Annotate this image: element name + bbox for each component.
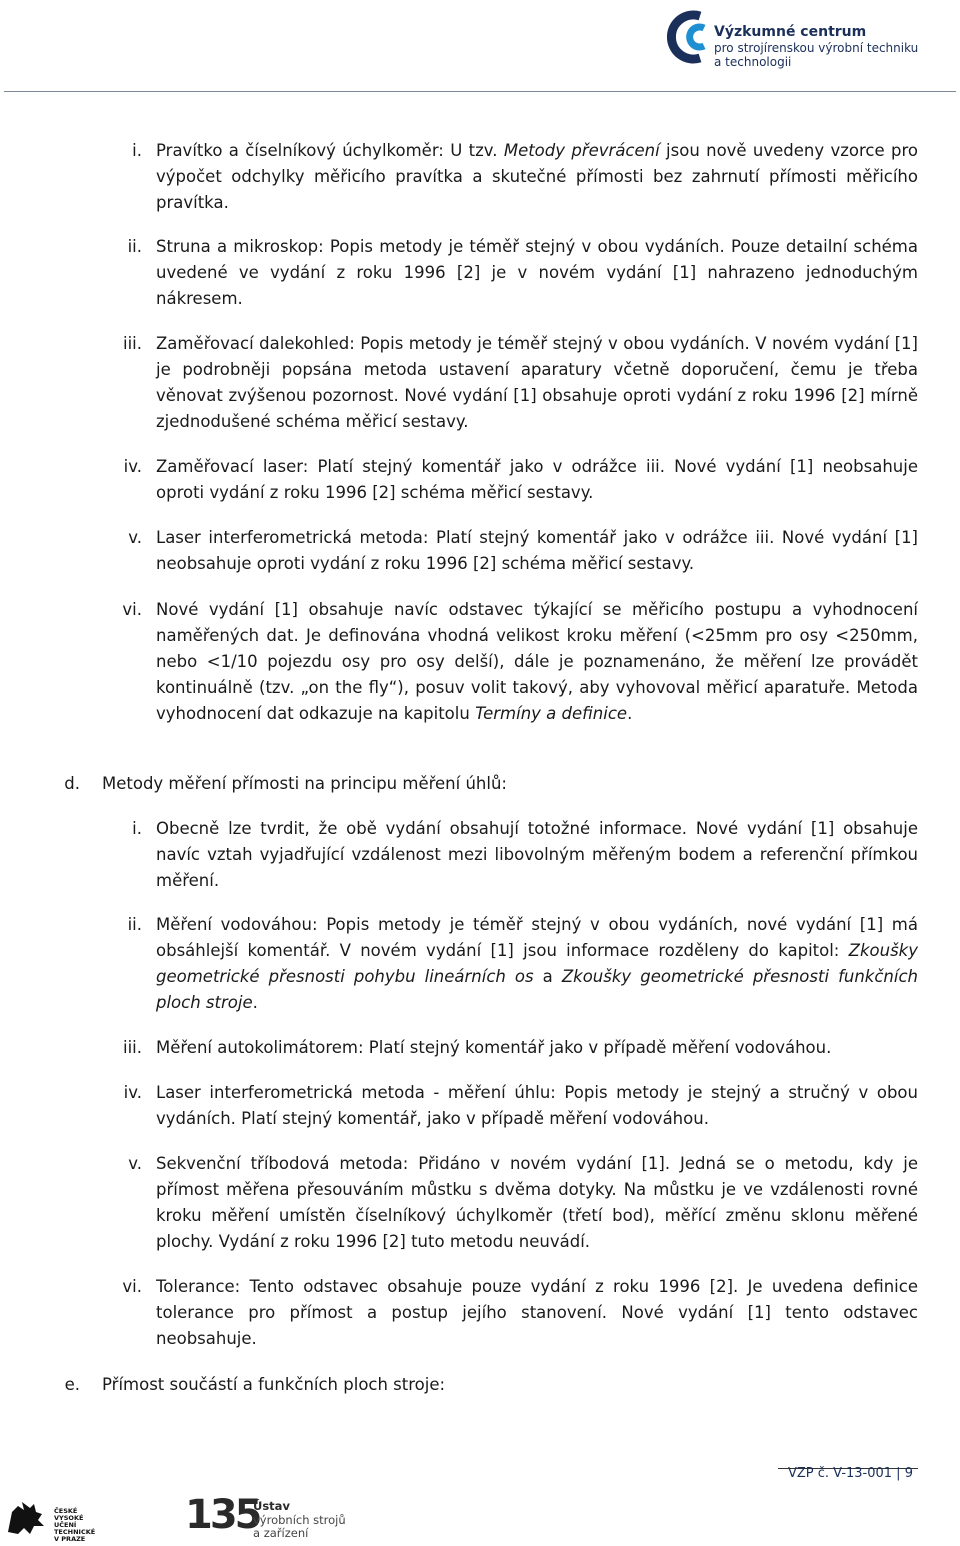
list-marker: iv. bbox=[123, 1083, 142, 1102]
logo-title: Výzkumné centrum bbox=[714, 24, 867, 40]
section-marker: e. bbox=[64, 1375, 80, 1394]
vcsvtt-logo-mark-icon bbox=[660, 6, 716, 68]
list-marker: ii. bbox=[127, 915, 142, 934]
document-reference: VZP č. V-13-001 | 9 bbox=[788, 1466, 913, 1481]
list-marker: i. bbox=[132, 819, 142, 838]
list-item-text: Struna a mikroskop: Popis metody je téměř stejný v obou vydáních. Pouze detailní schéma uvedené ve vydání z roku 1996 [2] je v novém vydání [1] nahrazeno jednoduchým nákresem. bbox=[156, 237, 918, 308]
list-item-text: Sekvenční tříbodová metoda: Přidáno v novém vydání [1]. Jedná se o metodu, kdy je přímost měřena přesouváním můstku s dvěma dotyky. Na můstku je ve vzdálenosti rovné kroku měření umístěn číselníkový úchylkoměr (třetí bod), měřící změnu sklonu měřené plochy. Vydání z roku 1996 [2] tuto metodu neuvádí. bbox=[156, 1154, 918, 1251]
list-marker: v. bbox=[128, 1154, 142, 1173]
list-marker: v. bbox=[128, 528, 142, 547]
list-marker: iii. bbox=[123, 1038, 142, 1057]
list-marker: ii. bbox=[127, 237, 142, 256]
anniversary-number: 135 bbox=[185, 1492, 260, 1538]
list-item-text: Nové vydání [1] obsahuje navíc odstavec týkající se měřicího postupu a vyhodnocení naměřených dat. Je definována vhodná velikost kroku měření (<25mm pro osy <250mm, nebo <1/10 pojezdu osy pro osy delší), dále je poznamenáno, že měření lze provádět kontinuálně (tzv. „on the fly“), posuv volit takový, aby vyhovoval měřicí aparatuře. Metoda vyhodnocení dat odkazuje na kapitolu Termíny a definice. bbox=[156, 600, 918, 723]
cvut-logo bbox=[4, 1498, 96, 1543]
institute-logo bbox=[185, 1492, 445, 1544]
cvut-lion-icon bbox=[4, 1498, 48, 1538]
list-item-text: Tolerance: Tento odstavec obsahuje pouze vydání z roku 1996 [2]. Je uvedena definice tolerance pro přímost a postup jejího stanovení. Nové vydání [1] tento odstavec neobsahuje. bbox=[156, 1277, 918, 1348]
list-item-text: Pravítko a číselníkový úchylkoměr: U tzv. Metody převrácení jsou nově uvedeny vzorce pro výpočet odchylky měřicího pravítka a skutečné přímosti bez zahrnutí přímosti měřicího pravítka. bbox=[156, 141, 918, 212]
logo-subtitle-line2: a technologii bbox=[714, 55, 792, 69]
section-heading-text: Metody měření přímosti na principu měření úhlů: bbox=[102, 774, 507, 793]
page-header bbox=[0, 0, 960, 93]
logo-subtitle-line1: pro strojírenskou výrobní techniku bbox=[714, 41, 919, 55]
footer-logos bbox=[0, 1490, 960, 1546]
list-item-text: Laser interferometrická metoda - měření úhlu: Popis metody je stejný a stručný v obou vydáních. Platí stejný komentář, jako v případě měření vodováhou. bbox=[156, 1083, 918, 1128]
cvut-name: ČESKÉ VYSOKÉ UČENÍ TECHNICKÉ V PRAZE bbox=[54, 1507, 96, 1543]
list-item-text: Zaměřovací dalekohled: Popis metody je téměř stejný v obou vydáních. V novém vydání [1] je podrobněji popsána metoda ustavení aparatury včetně doporučení, čemu je třeba věnovat zvýšenou pozornost. Nové vydání [1] obsahuje oproti vydání z roku 1996 [2] mírně zjednodušené schéma měřicí sestavy. bbox=[156, 334, 918, 431]
institute-line3: a zařízení bbox=[253, 1526, 309, 1540]
institute-line1: Ústav bbox=[253, 1499, 290, 1513]
list-item-text: Měření vodováhou: Popis metody je téměř stejný v obou vydáních, nové vydání [1] má obsáhlejší komentář. V novém vydání [1] jsou informace rozděleny do kapitol: Zkoušky geometrické přesnosti pohybu lineárních os a Zkoušky geometrické přesnosti funkčních ploch stroje. bbox=[156, 915, 919, 1012]
list-marker: iii. bbox=[123, 334, 142, 353]
section-marker: d. bbox=[64, 774, 80, 793]
list-marker: vi. bbox=[122, 1277, 142, 1296]
list-item-text: Měření autokolimátorem: Platí stejný komentář jako v případě měření vodováhou. bbox=[156, 1038, 832, 1057]
list-item-text: Obecně lze tvrdit, že obě vydání obsahují totožné informace. Nové vydání [1] obsahuje navíc vztah vyjadřující vzdálenost mezi libovolným měřeným bodem a referenční přímkou měření. bbox=[156, 819, 918, 890]
list-marker: vi. bbox=[122, 600, 142, 619]
header-divider bbox=[4, 91, 956, 92]
institute-line2: výrobních strojů bbox=[253, 1513, 346, 1527]
list-marker: iv. bbox=[123, 457, 142, 476]
list-item-text: Zaměřovací laser: Platí stejný komentář jako v odrážce iii. Nové vydání [1] neobsahuje oproti vydání z roku 1996 [2] schéma měřicí sestavy. bbox=[156, 457, 918, 502]
list-marker: i. bbox=[132, 141, 142, 160]
vcsvtt-logo bbox=[660, 6, 960, 68]
list-item-text: Laser interferometrická metoda: Platí stejný komentář jako v odrážce iii. Nové vydání [1] neobsahuje oproti vydání z roku 1996 [2] schéma měřicí sestavy. bbox=[156, 528, 918, 573]
section-heading-text: Přímost součástí a funkčních ploch stroje: bbox=[102, 1375, 446, 1394]
